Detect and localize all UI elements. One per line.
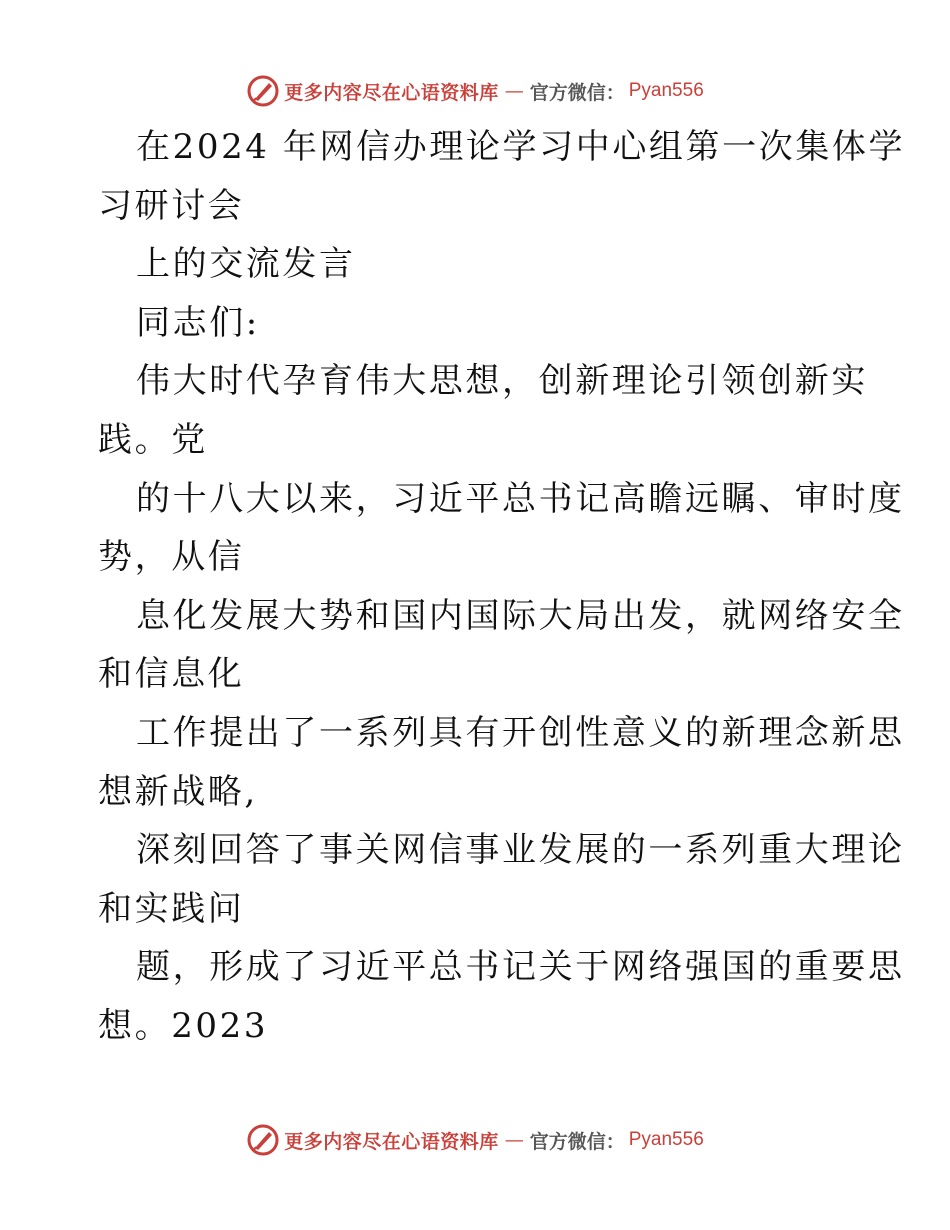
title-line-1: 在2024 年网信办理论学习中心组第一次集体学 <box>136 127 906 167</box>
title-line-3: 上的交流发言 <box>136 244 356 285</box>
paragraph-line: 势，从信 <box>98 537 245 578</box>
title-line-2: 习研讨会 <box>98 185 245 226</box>
paragraph-line: 和信息化 <box>98 654 245 695</box>
watermark-wechat-id: Pyan556 <box>628 80 704 101</box>
paragraph-line: 和实践问 <box>98 888 245 929</box>
watermark-wechat-label: 官方微信： <box>529 1130 625 1153</box>
paragraph-line: 深刻回答了事关网信事业发展的一系列重大理论 <box>136 830 905 871</box>
watermark-dash: — <box>504 1129 524 1151</box>
paragraph-line: 想新战略, <box>98 771 258 812</box>
paragraph-line: 的十八大以来，习近平总书记高瞻远瞩、审时度 <box>136 478 905 519</box>
watermark-site-text: 更多内容尽在心语资料库 <box>284 81 499 104</box>
paragraph-line: 工作提出了一系列具有开创性意义的新理念新思 <box>136 712 905 753</box>
quill-pen-logo-icon <box>246 1123 280 1157</box>
footer-watermark <box>0 1120 950 1160</box>
paragraph-line: 践。党 <box>98 419 208 460</box>
paragraph-line: 伟大时代孕育伟大思想，创新理论引领创新实 <box>136 361 868 402</box>
paragraph-line: 想。2023 <box>98 1005 269 1046</box>
document-body <box>98 118 906 1056</box>
header-watermark <box>0 71 950 111</box>
paragraph-line: 息化发展大势和国内国际大局出发，就网络安全 <box>136 595 905 636</box>
watermark-wechat-label: 官方微信： <box>529 81 625 104</box>
watermark-site-text: 更多内容尽在心语资料库 <box>284 1130 499 1153</box>
quill-pen-logo-icon <box>246 74 280 108</box>
paragraph-line: 题，形成了习近平总书记关于网络强国的重要思 <box>136 947 905 988</box>
watermark-dash: — <box>504 80 524 102</box>
salutation: 同志们: <box>136 302 260 343</box>
watermark-wechat-id: Pyan556 <box>628 1129 704 1150</box>
